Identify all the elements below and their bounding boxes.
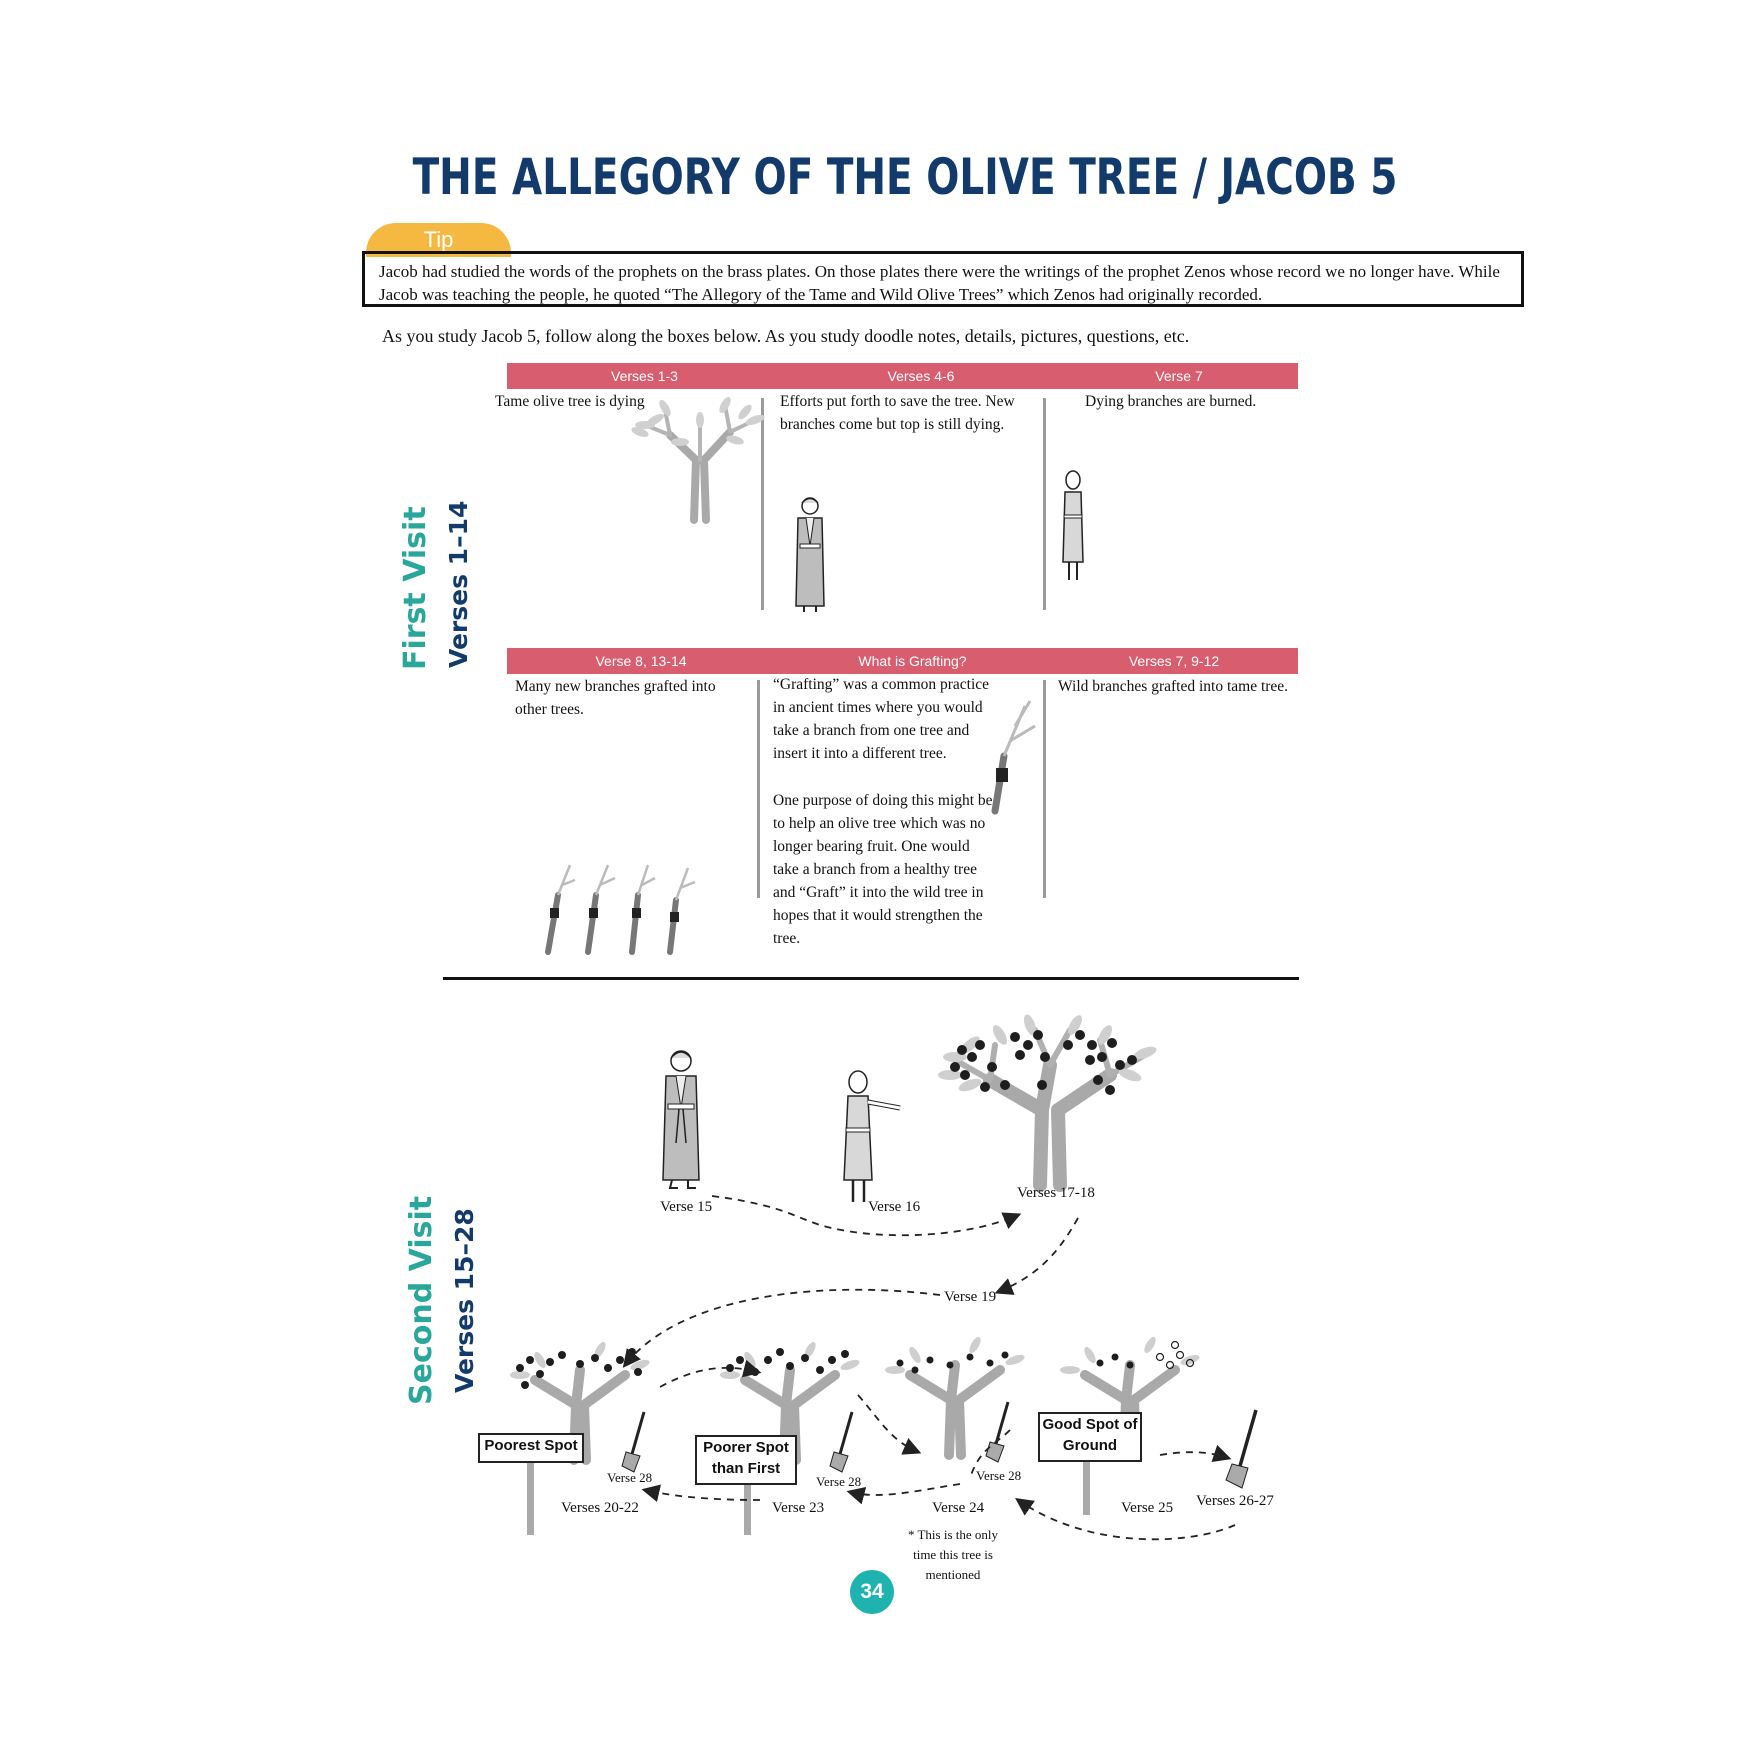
label-verse-25: Verse 25 xyxy=(1121,1500,1174,1516)
label-verse-28: Verse 28 xyxy=(816,1474,862,1489)
label-verses-20-22: Verses 20-22 xyxy=(561,1500,639,1516)
intro-text: As you study Jacob 5, follow along the boxes below. As you study doodle notes, details, pictures, questions, etc. xyxy=(382,326,1190,346)
label-verse-24: Verse 24 xyxy=(932,1500,985,1516)
label-verses-26-27: Verses 26-27 xyxy=(1196,1493,1274,1509)
sign-poorer-spot: Poorer Spot than First xyxy=(695,1435,797,1485)
header-verses-1-3: Verses 1-3 xyxy=(507,363,782,389)
cell-verses-4-6: Efforts put forth to save the tree. New branches come but top is still dying. xyxy=(780,393,1015,433)
label-verse-15: Verse 15 xyxy=(660,1199,713,1215)
label-verses-17-18: Verses 17-18 xyxy=(1017,1185,1095,1201)
header-verse-7: Verse 7 xyxy=(1060,363,1298,389)
first-visit-verses: Verses 1–14 xyxy=(444,500,473,668)
tip-box: Jacob had studied the words of the prophets on the brass plates. On those plates there were the writings of the prophet Zenos whose record we no longer have. While Jacob was teaching the people, he quoted “The Allegory of the Tame and Wild Olive Trees” which Zenos had originally recorded. xyxy=(362,251,1524,307)
cell-grafting-purpose: One purpose of doing this might be to help an olive tree which was no longer bearing fruit. One would take a branch from a healthy tree and “Graft” it into the wild tree in hopes that it would strengthen the tree. xyxy=(773,792,993,947)
header-what-is-grafting: What is Grafting? xyxy=(775,648,1050,674)
cell-verses-7-9-12: Wild branches grafted into tame tree. xyxy=(1058,678,1289,695)
label-verse-23: Verse 23 xyxy=(772,1500,825,1516)
sign-good-spot: Good Spot of Ground xyxy=(1038,1412,1142,1462)
cell-grafting-definition: “Grafting” was a common practice in ancient times where you would take a branch from one tree and insert it into a different tree. xyxy=(773,676,990,762)
first-visit-label: First Visit xyxy=(398,506,433,670)
label-verse-16: Verse 16 xyxy=(868,1199,921,1215)
second-visit-label: Second Visit xyxy=(404,1195,439,1405)
cell-verse-8-13-14: Many new branches grafted into other trees. xyxy=(515,678,716,718)
label-verse-19: Verse 19 xyxy=(944,1289,997,1305)
label-verse-28: Verse 28 xyxy=(607,1470,653,1485)
tip-tab: Tip xyxy=(366,223,511,257)
header-verse-8-13-14: Verse 8, 13-14 xyxy=(507,648,775,674)
page-title: THE ALLEGORY OF THE OLIVE TREE / JACOB 5 xyxy=(412,148,1398,206)
label-verse-28: Verse 28 xyxy=(976,1468,1022,1483)
sign-poorest-spot: Poorest Spot xyxy=(478,1433,584,1463)
header-verses-4-6: Verses 4-6 xyxy=(782,363,1060,389)
note-only-mention: * This is the only time this tree is mentioned xyxy=(907,1527,999,1582)
page-number: 34 xyxy=(850,1570,894,1614)
header-verses-7-9-12: Verses 7, 9-12 xyxy=(1050,648,1298,674)
cell-verse-7: Dying branches are burned. xyxy=(1085,393,1257,410)
cell-verses-1-3: Tame olive tree is dying xyxy=(495,393,645,410)
second-visit-verses: Verses 15–28 xyxy=(450,1208,479,1393)
